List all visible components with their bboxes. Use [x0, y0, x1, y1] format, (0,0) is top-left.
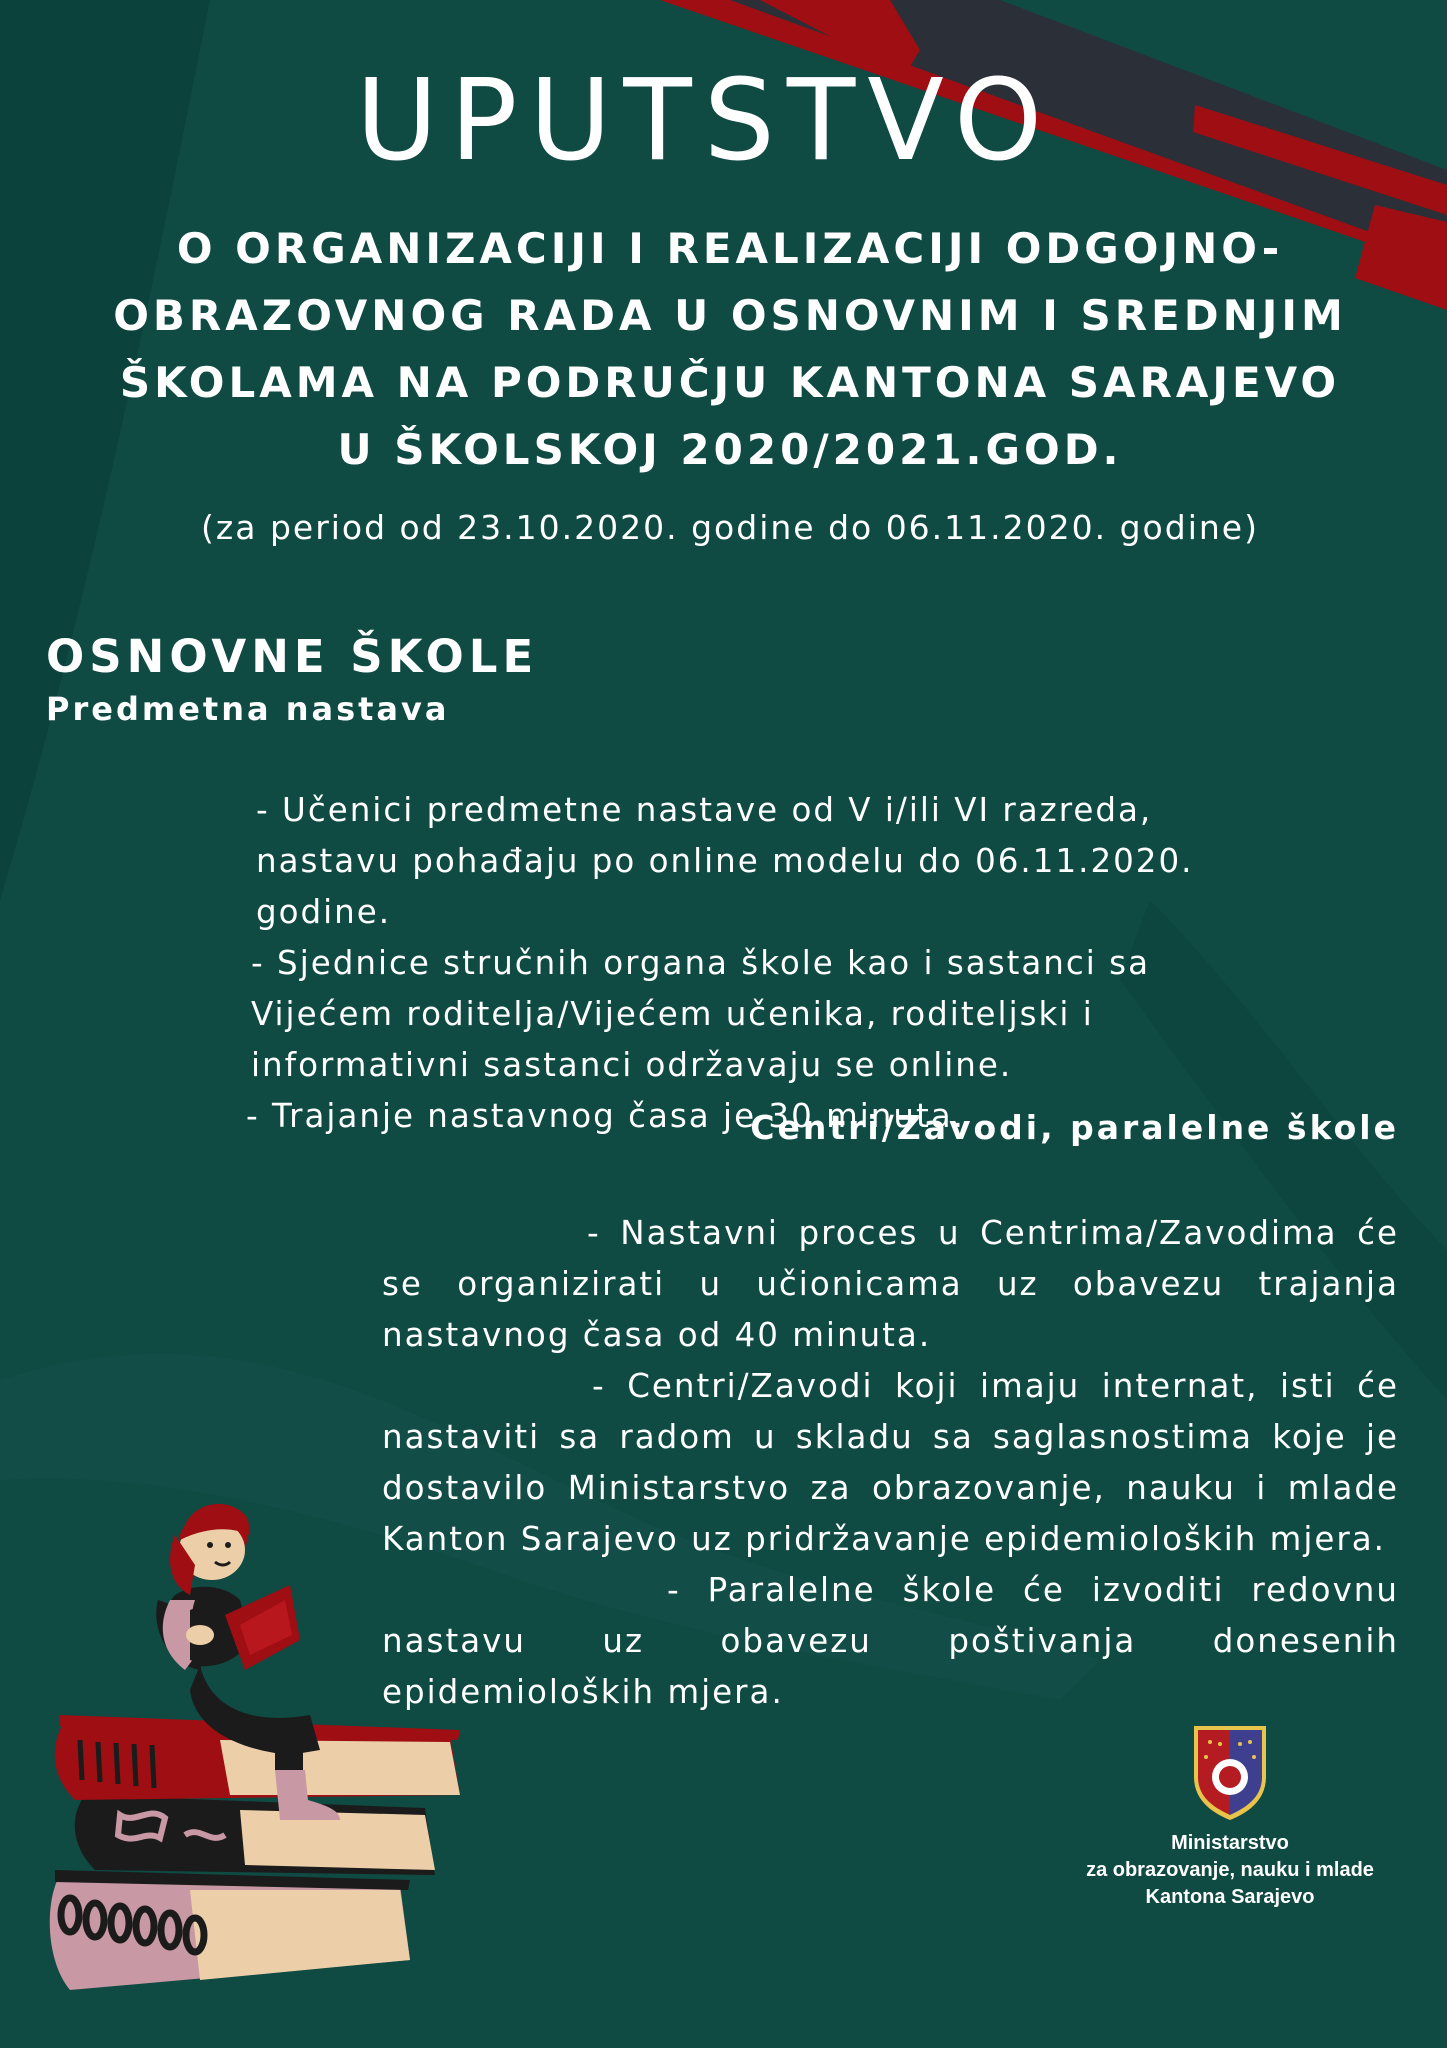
ministry-logo-text [1030, 1830, 1430, 1911]
list-item: - Sjednice stručnih organa škole kao i sastanci sa Vijećem roditelja/Vijećem učenika, roditeljski i informativni sastanci održavaju se online. [251, 944, 1150, 1084]
ministry-line: Kantona Sarajevo [1145, 1886, 1315, 1908]
list-item: - Učenici predmetne nastave od V i/ili VI razreda, nastavu pohađaju po online modelu do 06.11.2020. godine. [256, 791, 1194, 931]
centri-zavodi-list [382, 1208, 1399, 1718]
document-subtitle [100, 215, 1360, 483]
coat-of-arms-icon [1190, 1722, 1270, 1822]
subtitle-line: OBRAZOVNOG RADA U OSNOVNIM I SREDNJIM [113, 291, 1347, 340]
subheading-predmetna-nastava: Predmetna nastava [46, 690, 450, 728]
section-heading-osnovne-skole: OSNOVNE ŠKOLE [46, 630, 539, 683]
subtitle-line: ŠKOLAMA NA PODRUČJU KANTONA SARAJEVO [119, 358, 1341, 407]
list-item: - Nastavni proces u Centrima/Zavodima će se organizirati u učionicama uz obavezu trajanja nastavnog časa od 40 minuta. [382, 1214, 1399, 1354]
subtitle-line: O ORGANIZACIJI I REALIZACIJI ODGOJNO- [176, 224, 1284, 273]
predmetna-nastava-list [46, 785, 1196, 1142]
period-note: (za period od 23.10.2020. godine do 06.11.2020. godine) [201, 508, 1259, 547]
ministry-line: za obrazovanje, nauku i mlade [1086, 1859, 1374, 1881]
ministry-line: Ministarstvo [1171, 1832, 1289, 1854]
page-title: UPUTSTVO [355, 56, 1055, 186]
list-item: - Trajanje nastavnog časa je 30 minuta. [246, 1097, 965, 1135]
subtitle-line: U ŠKOLSKOJ 2020/2021.GOD. [337, 425, 1123, 474]
list-item: - Centri/Zavodi koji imaju internat, isti će nastaviti sa radom u skladu sa saglasnostima koje je dostavilo Ministarstvo za obrazovanje, nauku i mlade Kanton Sarajevo uz pridržavanje epidemioloških mjera. [382, 1367, 1399, 1558]
list-item: - Paralelne škole će izvoditi redovnu nastavu uz obavezu poštivanja donesenih epidemioloških mjera. [382, 1571, 1399, 1711]
subheading-centri-zavodi: Centri/Zavodi, paralelne škole [750, 1108, 1399, 1147]
reading-girl-on-books-illustration [40, 1490, 480, 2010]
